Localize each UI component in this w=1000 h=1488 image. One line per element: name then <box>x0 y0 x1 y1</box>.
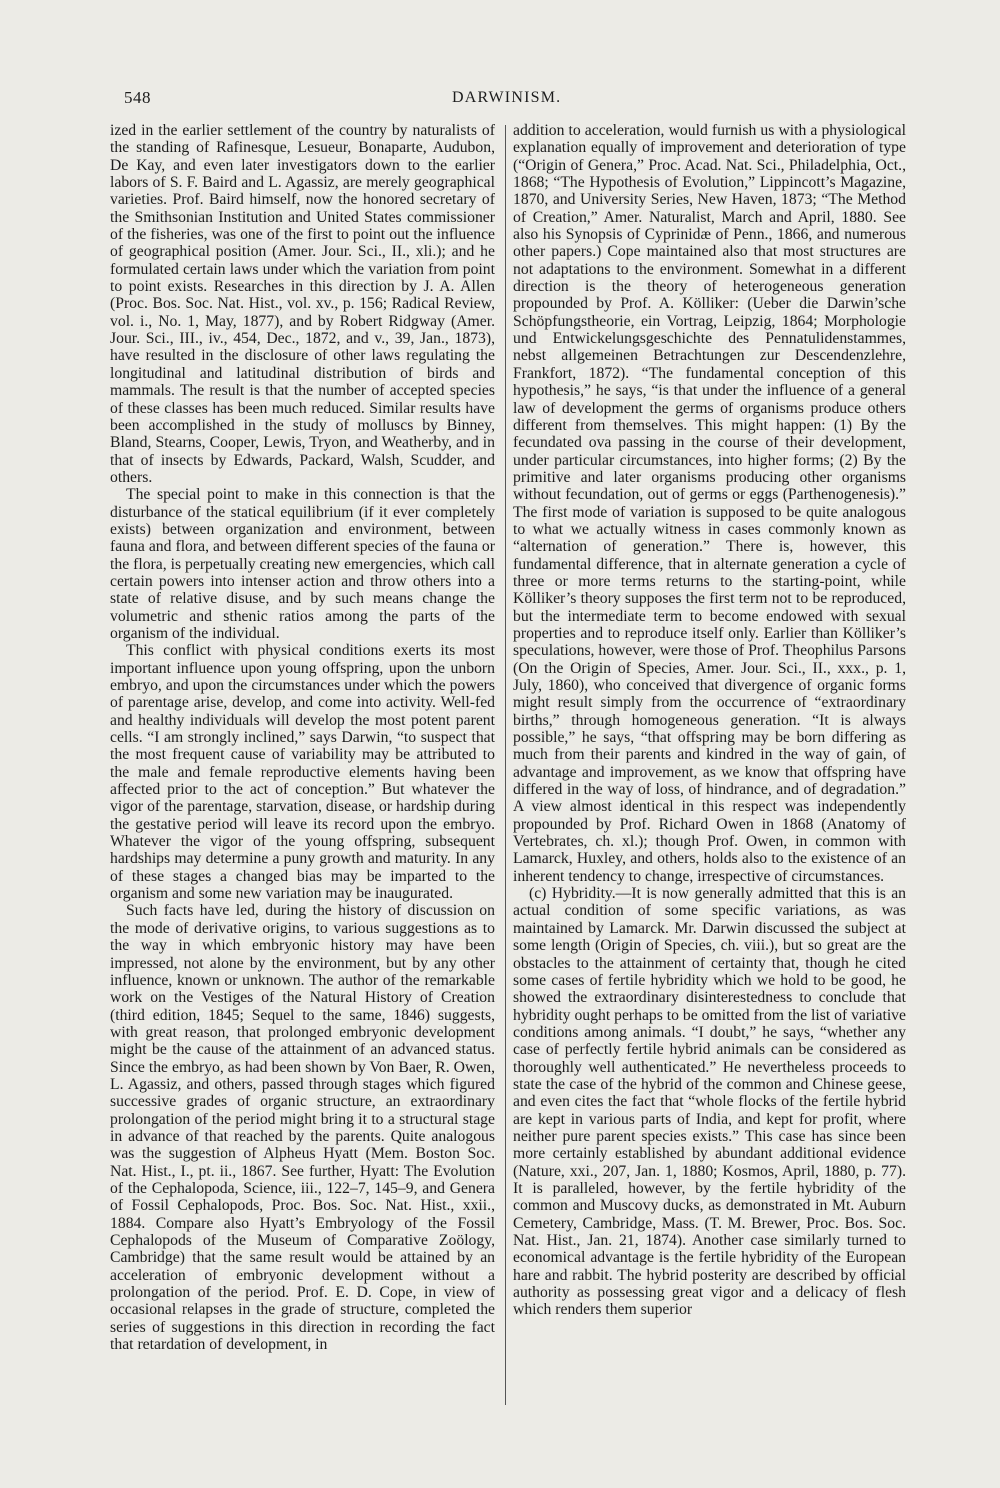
running-head: DARWINISM. <box>452 89 562 106</box>
column-divider <box>505 125 506 1405</box>
right-column <box>513 122 906 1319</box>
page-header <box>0 88 1000 118</box>
paragraph: Such facts have led, during the history of discussion on the mode of derivative origins, to various suggestions as to the way in which embryonic history may have been impressed, not alone by the environment, but by any other influence, known or unknown. The author of the remarkable work on the Vestiges of the Natural History of Creation (third edition, 1845; Sequel to the same, 1846) suggests, with great reason, that prolonged embryonic development might be the cause of the attainment of an advanced status. Since the embryo, as had been shown by Von Baer, R. Owen, L. Agassiz, and others, passed through stages which figured successive grades of organic structure, an extraordinary prolongation of the period might bring it to a structural stage in advance of that reached by the parents. Quite analogous was the suggestion of Alpheus Hyatt (Mem. Boston Soc. Nat. Hist., I., pt. ii., 1867. See further, Hyatt: The Evolution of the Cephalopoda, Science, iii., 122–7, 145–9, and Genera of Fossil Cephalopods, Proc. Bos. Soc. Nat. Hist., xxii., 1884. Compare also Hyatt’s Embryology of the Fossil Cephalopods of the Museum of Comparative Zoölogy, Cambridge) that the same result would be attained by an acceleration of embryonic development without a prolongation of the period. Prof. E. D. Cope, in view of occasional relapses in the grade of structure, completed the series of suggestions in this direction in recording the fact that retardation of development, in <box>110 902 495 1354</box>
paragraph: addition to acceleration, would furnish us with a physiological explanation equally of improvement and deterioration of type (“Origin of Genera,” Proc. Acad. Nat. Sci., Philadelphia, Oct., 1868; “The Hypothesis of Evolution,” Lippincott’s Magazine, 1870, and University Series, New Haven, 1873; “The Method of Creation,” Amer. Naturalist, March and April, 1880. See also his Synopsis of Cyprinidæ of Penn., 1866, and numerous other papers.) Cope maintained also that most structures are not adaptations to the environment. Somewhat in a different direction is the theory of heterogeneous generation propounded by Prof. A. Kölliker: (Ueber die Darwin’sche Schöpfungstheorie, ein Vortrag, Leipzig, 1864; Morphologie und Entwickelungsgeschichte des Pennatulidenstammes, nebst allgemeinen Betrachtungen zur Descendenzlehre, Frankfort, 1872). “The fundamental conception of this hypothesis,” he says, “is that under the influence of a general law of development the germs of organisms produce others different from themselves. This might happen: (1) By the fecundated ova passing in the course of their development, under particular circumstances, into higher forms; (2) By the primitive and later organisms producing other organisms without fecundation, out of germs or eggs (Parthenogenesis).” The first mode of variation is supposed to be quite analogous to what we actually witness in cases commonly known as “alternation of generation.” There is, however, this fundamental difference, that in alternate generation a cycle of three or more terms returns to the starting-point, while Kölliker’s theory supposes the first term not to be reproduced, but the intermediate term to become endowed with sexual properties and to reproduce itself only. Earlier than Kölliker’s speculations, however, were those of Prof. Theophilus Parsons (On the Origin of Species, Amer. Jour. Sci., II., xxx., p. 1, July, 1860), who conceived that divergence of organic forms might result simply from the occurrence of “extraordinary births,” through homogeneous generation. “It is always possible,” he says, “that offspring may be born differing as much from their parents and kindred in the way of gain, of advantage and improvement, as we know that offspring have differed in the way of loss, of hindrance, and of degradation.” A view almost identical in this respect was independently propounded by Prof. Richard Owen in 1868 (Anatomy of Vertebrates, ch. xl.); though Prof. Owen, in common with Lamarck, Huxley, and others, holds also to the existence of an inherent tendency to change, irrespective of circumstances. <box>513 122 906 885</box>
paragraph: The special point to make in this connection is that the disturbance of the statical equilibrium (if it ever completely exists) between organization and environment, between fauna and flora, and between different species of the fauna or the flora, is perpetually creating new emergencies, which call certain powers into intenser action and throw others into a state of relative disuse, and by such means change the volumetric and sthenic ratios among the parts of the organism of the individual. <box>110 486 495 642</box>
paragraph: ized in the earlier settlement of the country by naturalists of the standing of Rafinesque, Lesueur, Bonaparte, Audubon, De Kay, and even later investigators down to the earlier labors of S. F. Baird and L. Agassiz, are merely geographical varieties. Prof. Baird himself, now the honored secretary of the Smithsonian Institution and United States commissioner of the fisheries, was one of the first to point out the influence of geographical position (Amer. Jour. Sci., II., xli.); and he formulated certain laws under which the variation from point to point exists. Researches in this direction by J. A. Allen (Proc. Bos. Soc. Nat. Hist., vol. xv., p. 156; Radical Review, vol. i., No. 1, May, 1877), and by Robert Ridgway (Amer. Jour. Sci., III., iv., 454, Dec., 1872, and v., 39, Jan., 1873), have resulted in the disclosure of other laws regulating the longitudinal and latitudinal distribution of birds and mammals. The result is that the number of accepted species of these classes has been much reduced. Similar results have been accomplished in the study of molluscs by Binney, Bland, Stearns, Cooper, Lewis, Tryon, and Weatherby, and in that of insects by Edwards, Packard, Walsh, Scudder, and others. <box>110 122 495 486</box>
paragraph: This conflict with physical conditions exerts its most important influence upon young offspring, upon the unborn embryo, and upon the circumstances under which the powers of parentage arise, develop, and come into activity. Well-fed and healthy individuals will develop the most potent parent cells. “I am strongly inclined,” says Darwin, “to suspect that the most frequent cause of variability may be attributed to the male and female reproductive elements having been affected prior to the act of conception.” But whatever the vigor of the parentage, starvation, disease, or hardship during the gestative period will leave its record upon the embryo. Whatever the vigor of the young offspring, subsequent hardships may determine a puny growth and maturity. In any of these stages a changed bias may be imparted to the organism and some new variation may be inaugurated. <box>110 642 495 903</box>
page-number: 548 <box>124 88 151 107</box>
paragraph: (c) Hybridity.—It is now generally admitted that this is an actual condition of some specific variations, as was maintained by Lamarck. Mr. Darwin discussed the subject at some length (Origin of Species, ch. viii.), but so great are the obstacles to the attainment of certainty that, though he cited some cases of fertile hybridity which we hold to be good, he showed the extraordinary disinterestedness to conclude that hybridity ought perhaps to be omitted from the list of variative conditions among animals. “I doubt,” he says, “whether any case of perfectly fertile hybrid animals can be considered as thoroughly well authenticated.” He nevertheless proceeds to state the case of the hybrid of the common and Chinese geese, and even cites the fact that “whole flocks of the fertile hybrid are kept in various parts of India, and kept for profit, where neither pure parent species exists.” This case has since been more certainly established by abundant additional evidence (Nature, xxi., 207, Jan. 1, 1880; Kosmos, April, 1880, p. 77). It is paralleled, however, by the fertile hybridity of the common and Muscovy ducks, as demonstrated in Mt. Auburn Cemetery, Cambridge, Mass. (T. M. Brewer, Proc. Bos. Soc. Nat. Hist., Jan. 21, 1874). Another case similarly turned to economical advantage is the fertile hybridity of the European hare and rabbit. The hybrid posterity are described by official authority as possessing great vigor and a delicacy of flesh which renders them superior <box>513 885 906 1319</box>
left-column <box>110 122 495 1353</box>
